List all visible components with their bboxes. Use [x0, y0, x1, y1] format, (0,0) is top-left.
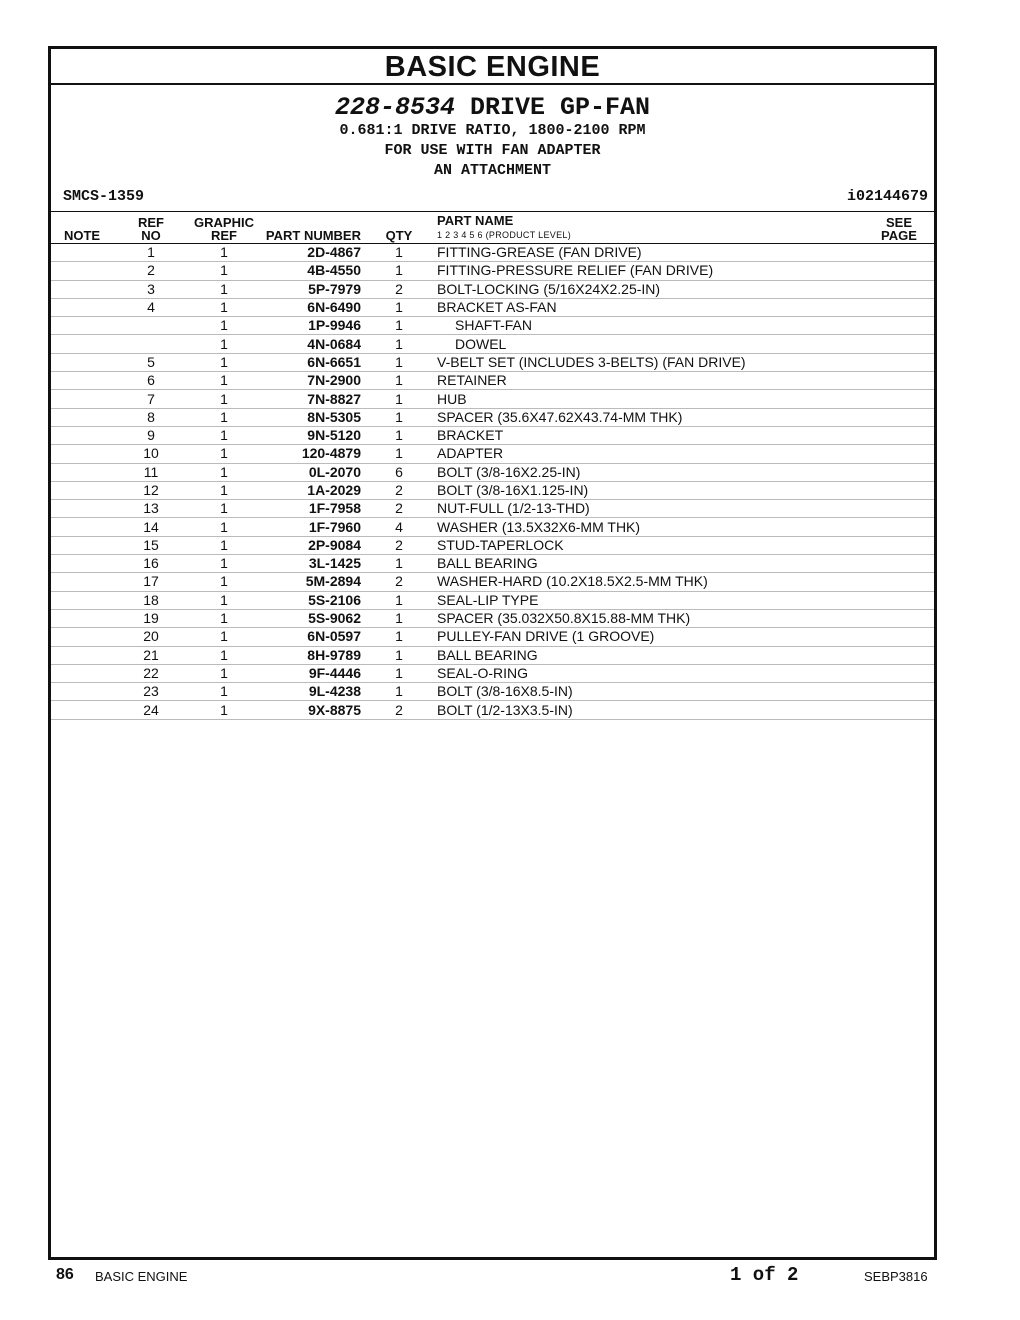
part-number-cell: 8H-9789 [259, 646, 361, 664]
graphic-ref-cell: 1 [189, 518, 259, 536]
qty-cell: 1 [361, 262, 437, 280]
part-number-cell: 2P-9084 [259, 536, 361, 554]
part-name-cell: RETAINER [437, 372, 864, 390]
table-row [51, 280, 934, 298]
part-name-cell: BOLT (3/8-16X1.125-IN) [437, 481, 864, 499]
parts-page-frame [48, 46, 937, 1260]
header-qty: QTY [361, 212, 437, 244]
see-page-cell [864, 500, 934, 518]
sheet-indicator: 1 of 2 [730, 1264, 799, 1286]
graphic-ref-cell: 1 [189, 555, 259, 573]
table-row [51, 262, 934, 280]
parts-table-body [51, 244, 934, 720]
part-name-cell: ADAPTER [437, 445, 864, 463]
graphic-ref-cell: 1 [189, 500, 259, 518]
table-row [51, 390, 934, 408]
ref-no-cell: 24 [113, 701, 189, 719]
smcs-code: SMCS-1359 [63, 188, 145, 205]
qty-cell: 1 [361, 445, 437, 463]
part-name-cell: BOLT (1/2-13X3.5-IN) [437, 701, 864, 719]
part-number-cell: 8N-5305 [259, 408, 361, 426]
table-row [51, 445, 934, 463]
note-cell [51, 518, 113, 536]
graphic-ref-cell: 1 [189, 372, 259, 390]
table-row [51, 555, 934, 573]
graphic-ref-cell: 1 [189, 481, 259, 499]
part-number-cell: 7N-2900 [259, 372, 361, 390]
part-name-cell: NUT-FULL (1/2-13-THD) [437, 500, 864, 518]
part-name-cell: STUD-TAPERLOCK [437, 536, 864, 554]
group-number: 228-8534 [334, 93, 455, 122]
graphic-ref-cell: 1 [189, 408, 259, 426]
header-see-page: SEE PAGE [864, 212, 934, 244]
qty-cell: 2 [361, 481, 437, 499]
graphic-ref-cell: 1 [189, 280, 259, 298]
see-page-cell [864, 353, 934, 371]
table-row [51, 646, 934, 664]
note-cell [51, 280, 113, 298]
product-level-legend: 1 2 3 4 5 6 (PRODUCT LEVEL) [437, 230, 571, 240]
part-number-cell: 1A-2029 [259, 481, 361, 499]
part-name-cell: PULLEY-FAN DRIVE (1 GROOVE) [437, 628, 864, 646]
part-number-cell: 9N-5120 [259, 426, 361, 444]
table-row [51, 701, 934, 719]
header-graphic-ref: GRAPHIC REF [189, 212, 259, 244]
ref-no-cell: 4 [113, 298, 189, 316]
note-cell [51, 591, 113, 609]
ref-no-cell: 10 [113, 445, 189, 463]
part-name-cell: BOLT-LOCKING (5/16X24X2.25-IN) [437, 280, 864, 298]
qty-cell: 1 [361, 609, 437, 627]
part-number-cell: 1F-7958 [259, 500, 361, 518]
part-name-cell: HUB [437, 390, 864, 408]
part-number-cell: 4B-4550 [259, 262, 361, 280]
see-page-cell [864, 555, 934, 573]
see-page-cell [864, 701, 934, 719]
table-row [51, 372, 934, 390]
header-part-number: PART NUMBER [259, 212, 361, 244]
parts-table [51, 212, 934, 720]
ref-no-cell: 15 [113, 536, 189, 554]
see-page-cell [864, 298, 934, 316]
part-name-cell: DOWEL [437, 335, 864, 353]
note-cell [51, 609, 113, 627]
ref-no-cell: 17 [113, 573, 189, 591]
qty-cell: 4 [361, 518, 437, 536]
part-number-cell: 9F-4446 [259, 664, 361, 682]
part-name-cell: SEAL-LIP TYPE [437, 591, 864, 609]
part-name-cell: BOLT (3/8-16X2.25-IN) [437, 463, 864, 481]
graphic-ref-cell: 1 [189, 628, 259, 646]
header-ref-no: REF NO [113, 212, 189, 244]
note-cell [51, 701, 113, 719]
part-number-cell: 5S-2106 [259, 591, 361, 609]
group-description-line: FOR USE WITH FAN ADAPTER [384, 142, 601, 159]
see-page-cell [864, 335, 934, 353]
qty-cell: 2 [361, 536, 437, 554]
part-name-cell: SHAFT-FAN [437, 317, 864, 335]
table-row [51, 573, 934, 591]
group-header [51, 85, 934, 212]
table-row [51, 481, 934, 499]
part-name-cell: SPACER (35.032X50.8X15.88-MM THK) [437, 609, 864, 627]
table-row [51, 463, 934, 481]
table-row [51, 426, 934, 444]
table-row [51, 628, 934, 646]
table-header-row [51, 212, 934, 244]
see-page-cell [864, 646, 934, 664]
qty-cell: 1 [361, 664, 437, 682]
part-number-cell: 4N-0684 [259, 335, 361, 353]
part-number-cell: 5M-2894 [259, 573, 361, 591]
note-cell [51, 536, 113, 554]
see-page-cell [864, 317, 934, 335]
illustration-id: i02144679 [846, 188, 928, 205]
ref-no-cell [113, 317, 189, 335]
see-page-cell [864, 481, 934, 499]
qty-cell: 2 [361, 500, 437, 518]
ref-no-cell: 8 [113, 408, 189, 426]
see-page-cell [864, 683, 934, 701]
header-part-name: PART NAME 1 2 3 4 5 6 (PRODUCT LEVEL) [437, 212, 864, 244]
see-page-cell [864, 573, 934, 591]
table-row [51, 353, 934, 371]
note-cell [51, 262, 113, 280]
graphic-ref-cell: 1 [189, 609, 259, 627]
qty-cell: 1 [361, 683, 437, 701]
qty-cell: 1 [361, 335, 437, 353]
graphic-ref-cell: 1 [189, 701, 259, 719]
table-row [51, 298, 934, 316]
note-cell [51, 555, 113, 573]
table-row [51, 609, 934, 627]
ref-no-cell: 19 [113, 609, 189, 627]
ref-no-cell: 9 [113, 426, 189, 444]
part-name-cell: V-BELT SET (INCLUDES 3-BELTS) (FAN DRIVE) [437, 353, 864, 371]
table-row [51, 500, 934, 518]
graphic-ref-cell: 1 [189, 317, 259, 335]
page-footer [0, 1266, 1020, 1288]
see-page-cell [864, 372, 934, 390]
note-cell [51, 646, 113, 664]
graphic-ref-cell: 1 [189, 664, 259, 682]
see-page-cell [864, 609, 934, 627]
graphic-ref-cell: 1 [189, 298, 259, 316]
table-row [51, 591, 934, 609]
qty-cell: 1 [361, 317, 437, 335]
qty-cell: 1 [361, 591, 437, 609]
see-page-cell [864, 445, 934, 463]
ref-no-cell: 14 [113, 518, 189, 536]
qty-cell: 1 [361, 555, 437, 573]
see-page-cell [864, 463, 934, 481]
ref-no-cell: 6 [113, 372, 189, 390]
see-page-cell [864, 426, 934, 444]
table-row [51, 683, 934, 701]
table-row [51, 408, 934, 426]
page-number: 86 [56, 1266, 74, 1283]
group-description-line: AN ATTACHMENT [433, 162, 552, 179]
ref-no-cell: 18 [113, 591, 189, 609]
table-row [51, 244, 934, 262]
part-name-cell: BOLT (3/8-16X8.5-IN) [437, 683, 864, 701]
part-name-cell: WASHER-HARD (10.2X18.5X2.5-MM THK) [437, 573, 864, 591]
ref-no-cell: 3 [113, 280, 189, 298]
part-name-cell: WASHER (13.5X32X6-MM THK) [437, 518, 864, 536]
header-note: NOTE [51, 212, 113, 244]
group-description-line: 0.681:1 DRIVE RATIO, 1800-2100 RPM [339, 122, 646, 139]
note-cell [51, 683, 113, 701]
part-number-cell: 6N-6490 [259, 298, 361, 316]
note-cell [51, 426, 113, 444]
group-name: DRIVE GP-FAN [470, 93, 651, 122]
qty-cell: 2 [361, 280, 437, 298]
qty-cell: 1 [361, 408, 437, 426]
part-number-cell: 120-4879 [259, 445, 361, 463]
note-cell [51, 353, 113, 371]
part-number-cell: 5S-9062 [259, 609, 361, 627]
note-cell [51, 463, 113, 481]
graphic-ref-cell: 1 [189, 353, 259, 371]
table-row [51, 317, 934, 335]
ref-no-cell: 11 [113, 463, 189, 481]
note-cell [51, 335, 113, 353]
part-number-cell: 0L-2070 [259, 463, 361, 481]
publication-number: SEBP3816 [864, 1269, 928, 1284]
see-page-cell [864, 262, 934, 280]
part-number-cell: 3L-1425 [259, 555, 361, 573]
ref-no-cell: 23 [113, 683, 189, 701]
part-name-cell: FITTING-GREASE (FAN DRIVE) [437, 244, 864, 262]
note-cell [51, 317, 113, 335]
table-row [51, 518, 934, 536]
table-row [51, 536, 934, 554]
part-name-cell: BALL BEARING [437, 646, 864, 664]
table-row [51, 335, 934, 353]
note-cell [51, 628, 113, 646]
group-title [51, 85, 934, 121]
note-cell [51, 298, 113, 316]
see-page-cell [864, 280, 934, 298]
ref-no-cell: 22 [113, 664, 189, 682]
ref-no-cell: 2 [113, 262, 189, 280]
ref-no-cell: 21 [113, 646, 189, 664]
note-cell [51, 445, 113, 463]
qty-cell: 1 [361, 646, 437, 664]
part-name-cell: BALL BEARING [437, 555, 864, 573]
qty-cell: 1 [361, 628, 437, 646]
graphic-ref-cell: 1 [189, 591, 259, 609]
ref-no-cell: 5 [113, 353, 189, 371]
qty-cell: 1 [361, 372, 437, 390]
note-cell [51, 573, 113, 591]
graphic-ref-cell: 1 [189, 573, 259, 591]
see-page-cell [864, 518, 934, 536]
section-title: BASIC ENGINE [51, 49, 934, 85]
see-page-cell [864, 628, 934, 646]
note-cell [51, 664, 113, 682]
graphic-ref-cell: 1 [189, 683, 259, 701]
see-page-cell [864, 390, 934, 408]
ref-no-cell [113, 335, 189, 353]
qty-cell: 2 [361, 573, 437, 591]
note-cell [51, 408, 113, 426]
part-number-cell: 9L-4238 [259, 683, 361, 701]
table-row [51, 664, 934, 682]
note-cell [51, 481, 113, 499]
note-cell [51, 244, 113, 262]
qty-cell: 1 [361, 353, 437, 371]
part-number-cell: 6N-0597 [259, 628, 361, 646]
see-page-cell [864, 244, 934, 262]
graphic-ref-cell: 1 [189, 335, 259, 353]
see-page-cell [864, 591, 934, 609]
note-cell [51, 500, 113, 518]
see-page-cell [864, 536, 934, 554]
qty-cell: 1 [361, 298, 437, 316]
ref-no-cell: 7 [113, 390, 189, 408]
graphic-ref-cell: 1 [189, 390, 259, 408]
qty-cell: 1 [361, 390, 437, 408]
ref-no-cell: 1 [113, 244, 189, 262]
part-number-cell: 9X-8875 [259, 701, 361, 719]
part-number-cell: 1P-9946 [259, 317, 361, 335]
part-number-cell: 6N-6651 [259, 353, 361, 371]
qty-cell: 6 [361, 463, 437, 481]
part-name-cell: BRACKET [437, 426, 864, 444]
note-cell [51, 372, 113, 390]
ref-no-cell: 16 [113, 555, 189, 573]
qty-cell: 1 [361, 426, 437, 444]
footer-page-title: BASIC ENGINE [95, 1269, 188, 1284]
ref-no-cell: 12 [113, 481, 189, 499]
graphic-ref-cell: 1 [189, 646, 259, 664]
qty-cell: 2 [361, 701, 437, 719]
part-number-cell: 2D-4867 [259, 244, 361, 262]
part-name-cell: FITTING-PRESSURE RELIEF (FAN DRIVE) [437, 262, 864, 280]
ref-no-cell: 13 [113, 500, 189, 518]
part-number-cell: 7N-8827 [259, 390, 361, 408]
part-number-cell: 1F-7960 [259, 518, 361, 536]
part-number-cell: 5P-7979 [259, 280, 361, 298]
graphic-ref-cell: 1 [189, 536, 259, 554]
qty-cell: 1 [361, 244, 437, 262]
graphic-ref-cell: 1 [189, 426, 259, 444]
part-name-cell: BRACKET AS-FAN [437, 298, 864, 316]
graphic-ref-cell: 1 [189, 262, 259, 280]
see-page-cell [864, 408, 934, 426]
graphic-ref-cell: 1 [189, 445, 259, 463]
part-name-cell: SPACER (35.6X47.62X43.74-MM THK) [437, 408, 864, 426]
graphic-ref-cell: 1 [189, 244, 259, 262]
ref-no-cell: 20 [113, 628, 189, 646]
note-cell [51, 390, 113, 408]
part-name-cell: SEAL-O-RING [437, 664, 864, 682]
see-page-cell [864, 664, 934, 682]
graphic-ref-cell: 1 [189, 463, 259, 481]
